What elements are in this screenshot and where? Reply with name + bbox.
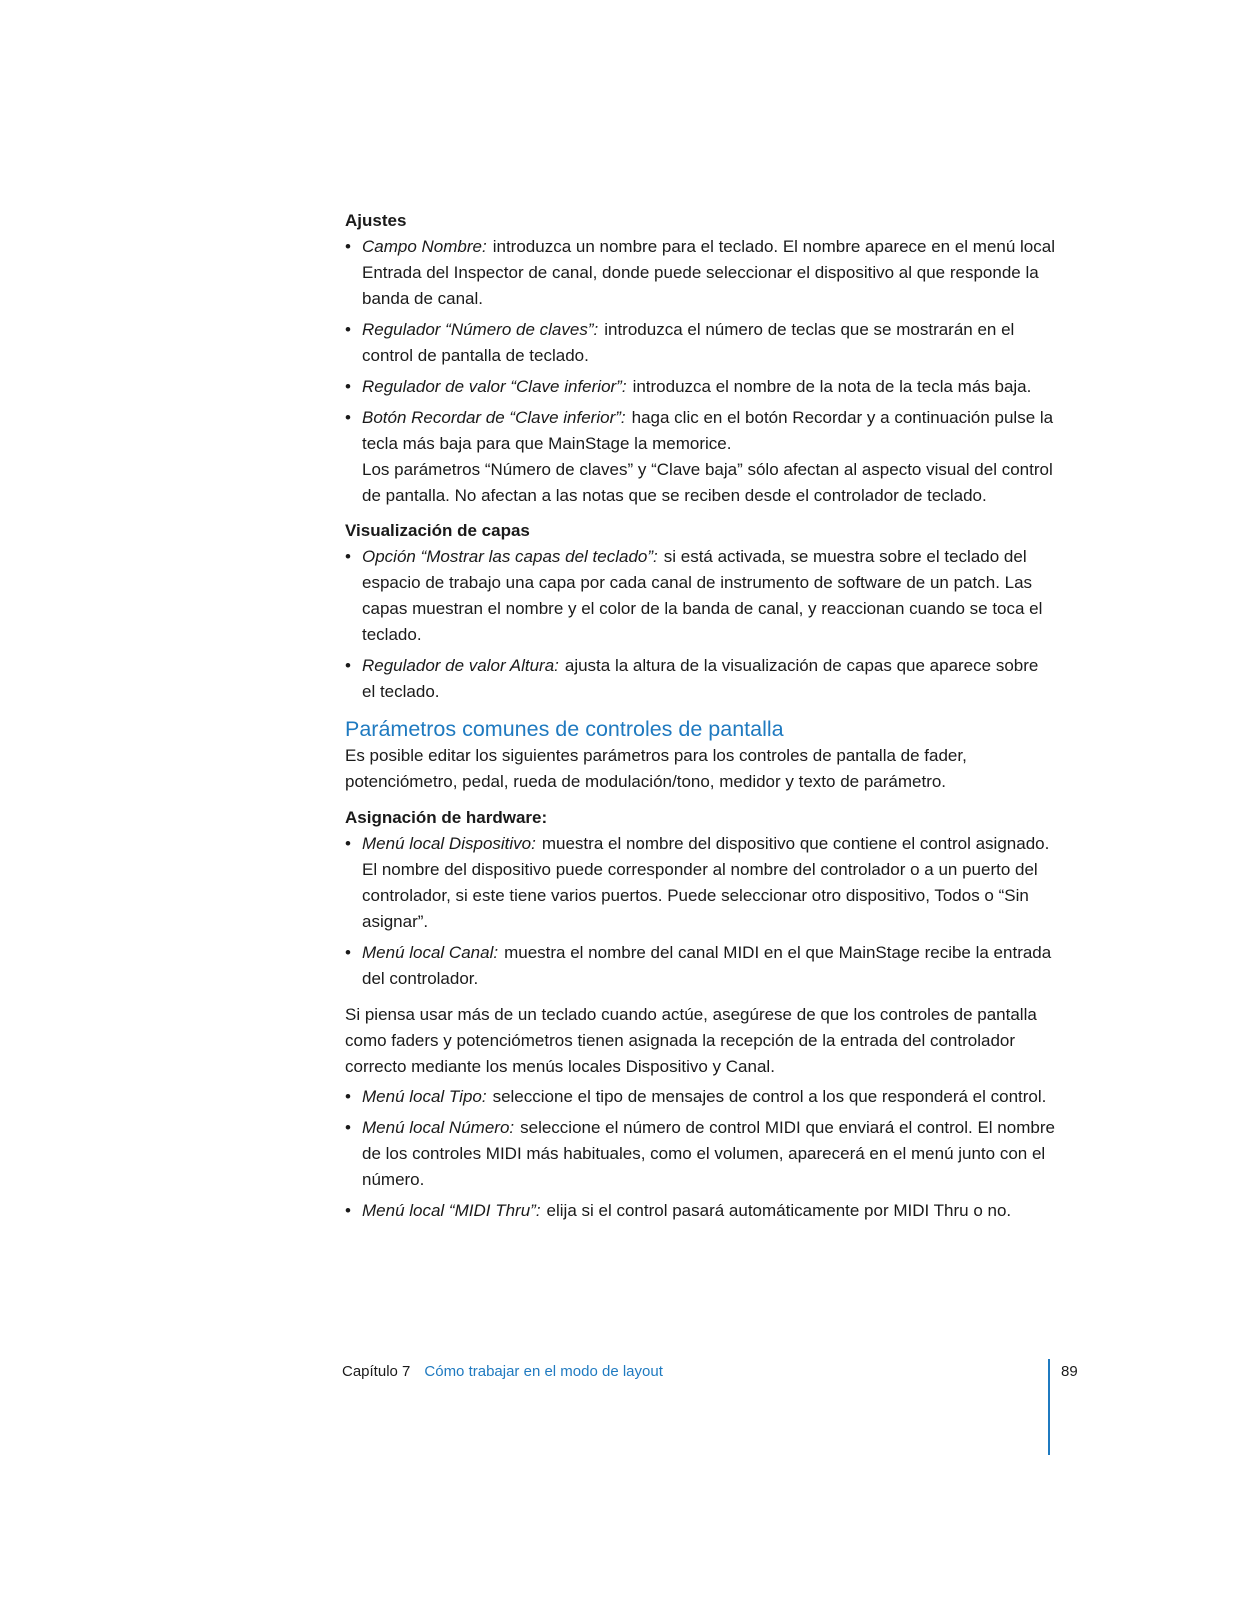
- item-text: haga clic en el botón Recordar y a continuación pulse la tecla más baja para que MainStage la memorice.: [362, 408, 1054, 453]
- bullet-icon: •: [345, 320, 351, 339]
- list-item: [345, 831, 1055, 935]
- bullet-icon: •: [345, 547, 351, 566]
- list-item: [345, 1115, 1055, 1193]
- capas-list: [345, 544, 1055, 705]
- bullet-icon: •: [345, 377, 351, 396]
- page-number: 89: [1061, 1363, 1078, 1380]
- list-item: [345, 940, 1055, 992]
- item-term: Botón Recordar de “Clave inferior”:: [362, 408, 626, 427]
- capas-heading: Visualización de capas: [345, 521, 530, 540]
- bullet-icon: •: [345, 408, 351, 427]
- item-term: Regulador de valor “Clave inferior”:: [362, 377, 627, 396]
- bullet-icon: •: [345, 1087, 351, 1106]
- ajustes-note: Los parámetros “Número de claves” y “Clave baja” sólo afectan al aspecto visual del control de pantalla. No afectan a las notas que se reciben desde el controlador de teclado.: [362, 460, 1053, 505]
- footer-chapter: Capítulo 7: [342, 1363, 411, 1380]
- item-term: Opción “Mostrar las capas del teclado”:: [362, 547, 658, 566]
- bullet-icon: •: [345, 656, 351, 675]
- bullet-icon: •: [345, 1201, 351, 1220]
- list-item: [345, 1198, 1055, 1224]
- ajustes-heading: Ajustes: [345, 211, 407, 230]
- page-content: [345, 208, 1055, 1229]
- bullet-icon: •: [345, 943, 351, 962]
- bullet-icon: •: [345, 834, 351, 853]
- item-text: muestra el nombre del canal MIDI en el que MainStage recibe la entrada del controlador.: [362, 943, 1052, 988]
- item-text: introduzca un nombre para el teclado. El nombre aparece en el menú local Entrada del Inspector de canal, donde puede seleccionar el dispositivo al que responde la banda de canal.: [362, 237, 1055, 308]
- item-text: ajusta la altura de la visualización de capas que aparece sobre el teclado.: [362, 656, 1039, 701]
- item-term: Menú local “MIDI Thru”:: [362, 1201, 541, 1220]
- item-term: Menú local Tipo:: [362, 1087, 487, 1106]
- item-text: introduzca el nombre de la nota de la tecla más baja.: [632, 377, 1032, 396]
- bullet-icon: •: [345, 1118, 351, 1137]
- item-term: Menú local Canal:: [362, 943, 499, 962]
- item-text: seleccione el número de control MIDI que enviará el control. El nombre de los controles MIDI más habituales, como el volumen, aparecerá en el menú junto con el número.: [362, 1118, 1055, 1189]
- list-item: [345, 544, 1055, 648]
- item-term: Campo Nombre:: [362, 237, 487, 256]
- section-heading: Parámetros comunes de controles de pantalla: [345, 717, 784, 741]
- list-item: [345, 234, 1055, 312]
- item-term: Regulador de valor Altura:: [362, 656, 559, 675]
- item-text: elija si el control pasará automáticamente por MIDI Thru o no.: [546, 1201, 1012, 1220]
- hardware-paragraph: Si piensa usar más de un teclado cuando actúe, asegúrese de que los controles de pantalla como faders y potenciómetros tienen asignada la recepción de la entrada del controlador correcto mediante los menús locales Dispositivo y Canal.: [345, 1005, 1037, 1076]
- footer-divider: [1048, 1359, 1050, 1455]
- list-item: [345, 405, 1055, 457]
- item-text: seleccione el tipo de mensajes de control a los que responderá el control.: [492, 1087, 1047, 1106]
- hardware-heading: Asignación de hardware:: [345, 808, 548, 827]
- page-footer: [342, 1362, 663, 1382]
- hardware-list-2: [345, 1084, 1055, 1224]
- item-term: Menú local Número:: [362, 1118, 515, 1137]
- item-text: si está activada, se muestra sobre el teclado del espacio de trabajo una capa por cada canal de instrumento de software de un patch. Las capas muestran el nombre y el color de la banda de canal, y reaccionan cuando se toca el teclado.: [362, 547, 1043, 644]
- item-text: introduzca el número de teclas que se mostrarán en el control de pantalla de teclado.: [362, 320, 1015, 365]
- comunes-intro: Es posible editar los siguientes parámetros para los controles de pantalla de fader, potenciómetro, pedal, rueda de modulación/tono, medidor y texto de parámetro.: [345, 746, 967, 791]
- list-item: [345, 317, 1055, 369]
- list-item: [345, 1084, 1055, 1110]
- item-term: Regulador “Número de claves”:: [362, 320, 599, 339]
- list-item: [345, 653, 1055, 705]
- hardware-list: [345, 831, 1055, 992]
- ajustes-list: [345, 234, 1055, 457]
- footer-title: Cómo trabajar en el modo de layout: [424, 1363, 663, 1380]
- item-term: Menú local Dispositivo:: [362, 834, 536, 853]
- list-item: [345, 374, 1055, 400]
- bullet-icon: •: [345, 237, 351, 256]
- item-text: muestra el nombre del dispositivo que contiene el control asignado. El nombre del dispositivo puede corresponder al nombre del controlador o a un puerto del controlador, si este tiene varios puertos. Puede seleccionar otro dispositivo, Todos o “Sin asignar”.: [362, 834, 1050, 931]
